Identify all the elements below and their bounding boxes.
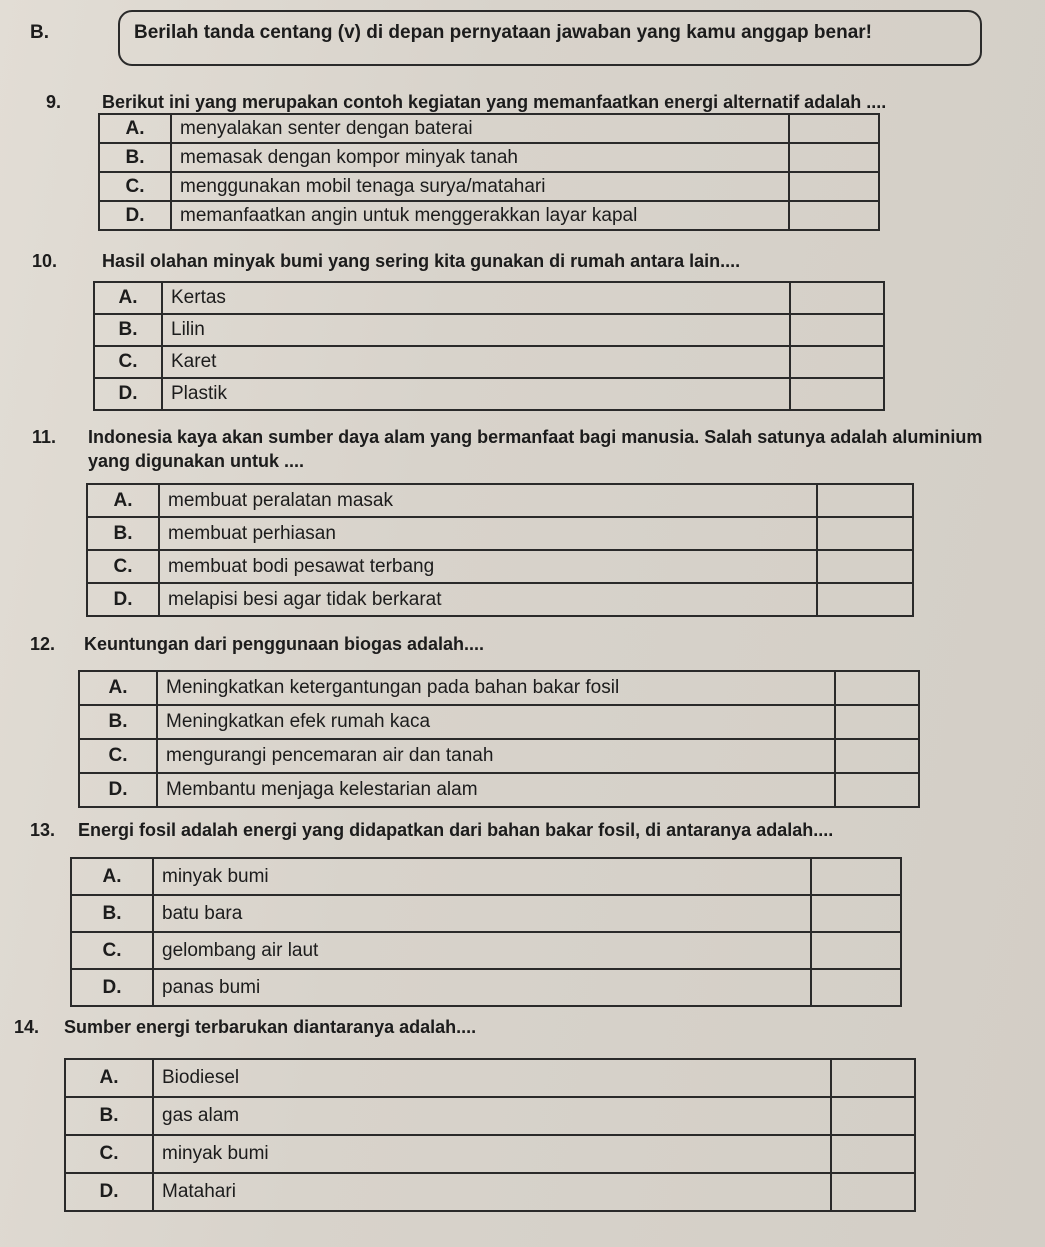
answer-checkbox[interactable] xyxy=(817,517,913,550)
option-letter: A. xyxy=(99,114,171,143)
option-row xyxy=(99,201,879,230)
question-11 xyxy=(32,425,1022,477)
option-text: Membantu menjaga kelestarian alam xyxy=(157,773,835,807)
answer-checkbox[interactable] xyxy=(835,773,919,807)
option-letter: B. xyxy=(71,895,153,932)
answer-checkbox[interactable] xyxy=(789,114,879,143)
option-text: menyalakan senter dengan baterai xyxy=(171,114,789,143)
instruction-text: Berilah tanda centang (v) di depan pernyataan jawaban yang kamu anggap benar! xyxy=(134,22,873,43)
answer-checkbox[interactable] xyxy=(811,895,901,932)
option-row xyxy=(87,517,913,550)
answer-checkbox[interactable] xyxy=(835,671,919,705)
question-number: 11. xyxy=(32,427,57,447)
option-letter: D. xyxy=(71,969,153,1006)
question-number: 12. xyxy=(30,634,56,654)
question-10 xyxy=(32,249,932,275)
answer-checkbox[interactable] xyxy=(835,739,919,773)
question-14 xyxy=(14,1015,714,1041)
option-letter: B. xyxy=(87,517,159,550)
option-row xyxy=(94,346,884,378)
option-text: Lilin xyxy=(162,314,790,346)
option-letter: D. xyxy=(87,583,159,616)
question-number: 9. xyxy=(46,92,62,112)
answer-checkbox[interactable] xyxy=(831,1097,915,1135)
option-row xyxy=(65,1059,915,1097)
option-row xyxy=(65,1135,915,1173)
option-letter: D. xyxy=(79,773,157,807)
option-text: panas bumi xyxy=(153,969,811,1006)
answer-checkbox[interactable] xyxy=(835,705,919,739)
option-letter: B. xyxy=(99,143,171,172)
answer-checkbox[interactable] xyxy=(811,858,901,895)
option-letter: A. xyxy=(87,484,159,517)
option-row xyxy=(87,550,913,583)
option-letter: B. xyxy=(79,705,157,739)
answer-checkbox[interactable] xyxy=(817,484,913,517)
option-letter: D. xyxy=(65,1173,153,1211)
option-letter: B. xyxy=(65,1097,153,1135)
option-text: melapisi besi agar tidak berkarat xyxy=(159,583,817,616)
question-text: Berikut ini yang merupakan contoh kegiatan yang memanfaatkan energi alternatif adalah .... xyxy=(102,92,887,112)
question-13 xyxy=(30,818,1040,844)
answer-checkbox[interactable] xyxy=(831,1173,915,1211)
answer-checkbox[interactable] xyxy=(789,201,879,230)
answer-checkbox[interactable] xyxy=(811,932,901,969)
option-row xyxy=(87,583,913,616)
option-text: membuat perhiasan xyxy=(159,517,817,550)
question-text: Energi fosil adalah energi yang didapatkan dari bahan bakar fosil, di antaranya adalah.... xyxy=(78,820,834,840)
option-letter: A. xyxy=(65,1059,153,1097)
question-12 xyxy=(30,632,730,658)
option-text: Meningkatkan ketergantungan pada bahan bakar fosil xyxy=(157,671,835,705)
option-row xyxy=(94,314,884,346)
option-text: Karet xyxy=(162,346,790,378)
options-table-10 xyxy=(93,281,885,411)
option-row xyxy=(94,282,884,314)
option-letter: A. xyxy=(71,858,153,895)
option-letter: C. xyxy=(87,550,159,583)
option-row xyxy=(71,932,901,969)
answer-checkbox[interactable] xyxy=(790,346,884,378)
option-text: gelombang air laut xyxy=(153,932,811,969)
option-row xyxy=(79,671,919,705)
option-letter: A. xyxy=(79,671,157,705)
option-letter: C. xyxy=(99,172,171,201)
answer-checkbox[interactable] xyxy=(790,314,884,346)
instruction-box xyxy=(118,10,982,66)
option-row xyxy=(65,1173,915,1211)
option-text: batu bara xyxy=(153,895,811,932)
answer-checkbox[interactable] xyxy=(817,583,913,616)
option-text: minyak bumi xyxy=(153,1135,831,1173)
answer-checkbox[interactable] xyxy=(789,143,879,172)
answer-checkbox[interactable] xyxy=(789,172,879,201)
answer-checkbox[interactable] xyxy=(831,1135,915,1173)
option-row xyxy=(71,858,901,895)
option-row xyxy=(79,705,919,739)
option-text: Plastik xyxy=(162,378,790,410)
answer-checkbox[interactable] xyxy=(817,550,913,583)
option-row xyxy=(79,773,919,807)
question-text: Hasil olahan minyak bumi yang sering kita gunakan di rumah antara lain.... xyxy=(102,251,741,271)
question-number: 10. xyxy=(32,251,58,271)
option-letter: D. xyxy=(99,201,171,230)
question-text: Indonesia kaya akan sumber daya alam yang bermanfaat bagi manusia. Salah satunya adalah aluminium yang digunakan untuk .... xyxy=(88,427,983,471)
option-row xyxy=(99,172,879,201)
answer-checkbox[interactable] xyxy=(811,969,901,1006)
option-text: menggunakan mobil tenaga surya/matahari xyxy=(171,172,789,201)
option-letter: A. xyxy=(94,282,162,314)
options-table-13 xyxy=(70,857,902,1007)
options-table-11 xyxy=(86,483,914,617)
option-letter: C. xyxy=(65,1135,153,1173)
option-row xyxy=(71,895,901,932)
option-text: membuat bodi pesawat terbang xyxy=(159,550,817,583)
option-row xyxy=(87,484,913,517)
option-text: Meningkatkan efek rumah kaca xyxy=(157,705,835,739)
question-number: 14. xyxy=(14,1017,40,1037)
option-text: mengurangi pencemaran air dan tanah xyxy=(157,739,835,773)
option-row xyxy=(94,378,884,410)
option-text: Kertas xyxy=(162,282,790,314)
options-table-12 xyxy=(78,670,920,808)
option-text: Biodiesel xyxy=(153,1059,831,1097)
question-text: Keuntungan dari penggunaan biogas adalah.... xyxy=(84,634,485,654)
question-number: 13. xyxy=(30,820,56,840)
option-letter: C. xyxy=(79,739,157,773)
answer-checkbox[interactable] xyxy=(790,282,884,314)
option-letter: C. xyxy=(71,932,153,969)
option-letter: B. xyxy=(94,314,162,346)
option-row xyxy=(71,969,901,1006)
question-text: Sumber energi terbarukan diantaranya adalah.... xyxy=(64,1017,477,1037)
option-text: gas alam xyxy=(153,1097,831,1135)
options-table-9 xyxy=(98,113,880,231)
option-row xyxy=(79,739,919,773)
options-table-14 xyxy=(64,1058,916,1212)
option-text: Matahari xyxy=(153,1173,831,1211)
option-text: minyak bumi xyxy=(153,858,811,895)
option-row xyxy=(65,1097,915,1135)
option-text: memasak dengan kompor minyak tanah xyxy=(171,143,789,172)
option-letter: D. xyxy=(94,378,162,410)
section-letter: B. xyxy=(30,22,49,43)
option-text: memanfaatkan angin untuk menggerakkan layar kapal xyxy=(171,201,789,230)
answer-checkbox[interactable] xyxy=(790,378,884,410)
option-row xyxy=(99,143,879,172)
option-text: membuat peralatan masak xyxy=(159,484,817,517)
option-letter: C. xyxy=(94,346,162,378)
option-row xyxy=(99,114,879,143)
answer-checkbox[interactable] xyxy=(831,1059,915,1097)
